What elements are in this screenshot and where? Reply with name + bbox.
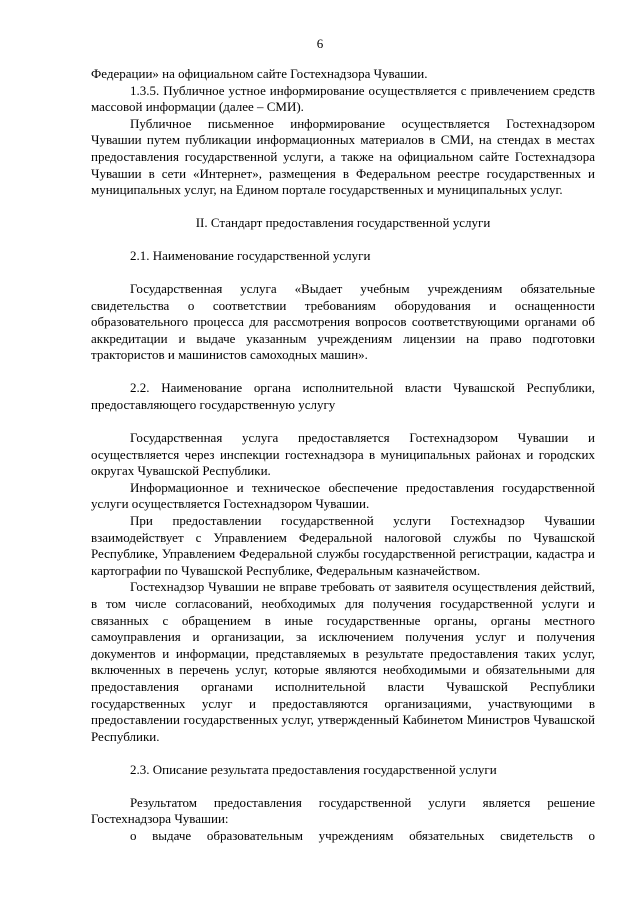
document-body: [91, 66, 595, 844]
heading-2-1: 2.1. Наименование государственной услуги: [130, 248, 371, 264]
paragraph-2-2-c: При предоставлении государственной услуги Гостехнадзор Чувашии взаимодействует с Управлением Федеральной налоговой службы по Чувашской Республике, Управлением Федеральной службы государственной регистрации, кадастра и картографии по Чувашской Республике, Федеральным казначейством.: [91, 513, 595, 578]
paragraph-continuation: Федерации» на официальном сайте Гостехнадзора Чувашии.: [91, 66, 428, 81]
paragraph-written-informing: Публичное письменное информирование осуществляется Гостехнадзором Чувашии путем публикации информационных материалов в СМИ, на стендах в местах предоставления государственной услуги, а также на официальном сайте Гостехнадзора Чувашии в сети «Интернет», размещения в Федеральном реестре государственных и муниципальных услуг, на Едином портале государственных и муниципальных услуг.: [91, 115, 595, 198]
paragraph-2-3-a: Результатом предоставления государственной услуги является решение Гостехнадзора Чувашии:: [91, 794, 595, 827]
paragraph-1-3-5: 1.3.5. Публичное устное информирование осуществляется с привлечением средств массовой информации (далее – СМИ).: [91, 82, 595, 115]
paragraph-2-1: Государственная услуга «Выдает учебным учреждениям обязательные свидетельства о соответствии требованиям оборудования и оснащенности образовательного процесса для рассмотрения вопросов соответствующими органами об аккредитации и выдаче указанным учреждениям лицензии на право подготовки трактористов и машинистов самоходных машин».: [91, 281, 595, 363]
paragraph-2-2-a: Государственная услуга предоставляется Гостехнадзором Чувашии и осуществляется через инспекции гостехнадзора в муниципальных районах и городских округах Чувашской Республики.: [91, 430, 595, 479]
heading-2-3: 2.3. Описание результата предоставления государственной услуги: [130, 761, 497, 777]
heading-2-2: 2.2. Наименование органа исполнительной власти Чувашской Республики, предоставляющего государственную услугу: [91, 380, 595, 413]
paragraph-2-3-b: о выдаче образовательным учреждениям обязательных свидетельств о: [130, 827, 595, 843]
paragraph-2-2-b: Информационное и техническое обеспечение предоставления государственной услуги осуществляется Гостехнадзором Чувашии.: [91, 479, 595, 512]
paragraph-2-2-d: Гостехнадзор Чувашии не вправе требовать от заявителя осуществления действий, в том числе согласований, необходимых для получения государственной услуги и связанных с обращением в иные государственные органы, органы местного самоуправления и организации, за исключением получения услуг и получения документов и информации, представляемых в результате предоставления таких услуг, включенных в перечень услуг, которые являются необходимыми и обязательными для предоставления органами исполнительной власти Чувашской Республики государственных услуг и предоставляются организациями, участвующими в предоставлении государственных услуг, утвержденный Кабинетом Министров Чувашской Республики.: [91, 579, 595, 744]
page-number: 6: [316, 36, 324, 51]
section-title: II. Стандарт предоставления государственной услуги: [195, 215, 491, 231]
